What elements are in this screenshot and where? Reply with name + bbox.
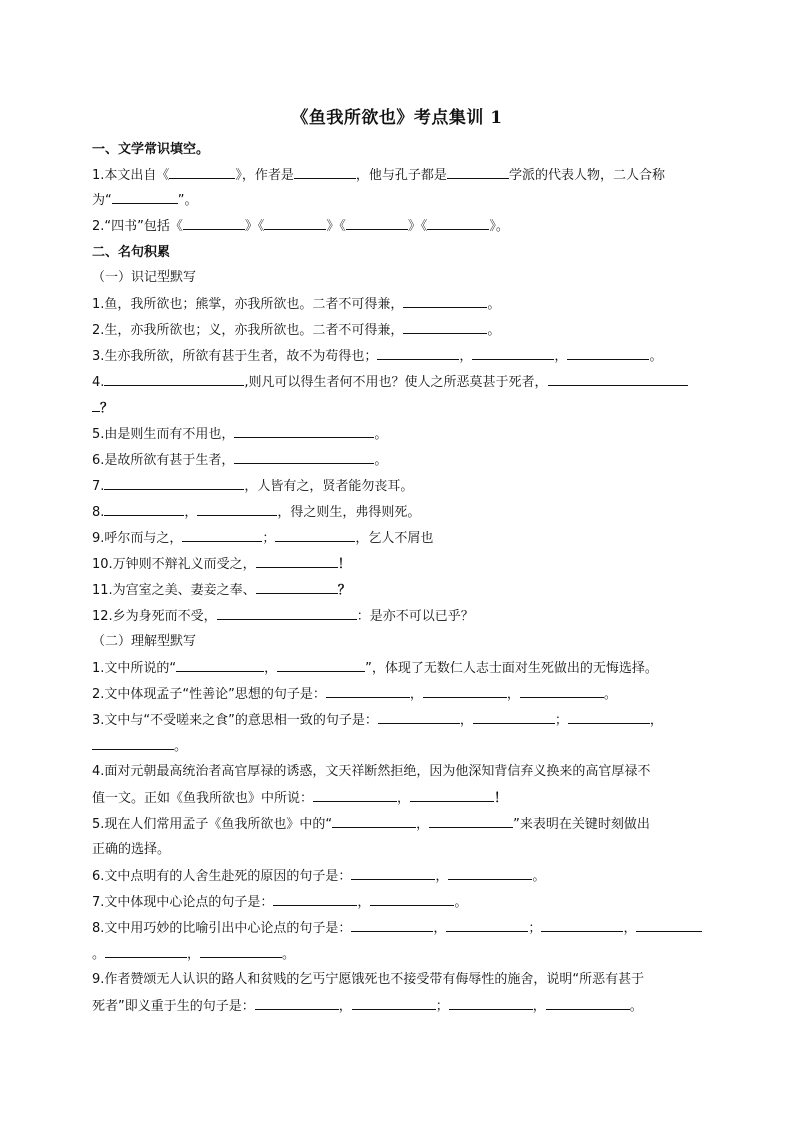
answer-blank[interactable] bbox=[112, 191, 178, 204]
question-line: 9.呼尔而与之， ； ，乞人不屑也 bbox=[92, 531, 434, 546]
question-line: 7. ，人皆有之，贤者能勿丧耳。 bbox=[92, 479, 414, 494]
answer-blank[interactable] bbox=[200, 945, 282, 958]
answer-blank[interactable] bbox=[351, 867, 435, 880]
answer-blank[interactable] bbox=[410, 789, 494, 802]
answer-blank[interactable] bbox=[429, 815, 513, 828]
answer-blank[interactable] bbox=[541, 919, 623, 932]
answer-blank[interactable] bbox=[104, 503, 184, 516]
answer-blank[interactable] bbox=[105, 945, 187, 958]
question-line: 。 ， 。 bbox=[92, 947, 296, 962]
answer-blank[interactable] bbox=[378, 711, 460, 724]
question-line: 正确的选择。 bbox=[92, 842, 171, 857]
answer-blank[interactable] bbox=[448, 867, 532, 880]
question-line: 为“ ”。 bbox=[92, 193, 198, 208]
answer-blank[interactable] bbox=[326, 685, 410, 698]
answer-blank[interactable] bbox=[403, 295, 487, 308]
question-line: 值一文。正如《鱼我所欲也》中所说： ， ！ bbox=[92, 791, 508, 806]
section-heading: 二、名句积累 bbox=[92, 245, 171, 260]
answer-blank[interactable] bbox=[351, 919, 433, 932]
answer-blank[interactable] bbox=[277, 659, 365, 672]
question-line: 。 bbox=[92, 737, 187, 755]
answer-blank[interactable] bbox=[234, 451, 374, 464]
answer-blank[interactable] bbox=[92, 737, 174, 750]
question-line: 6.是故所欲有甚于生者， 。 bbox=[92, 453, 388, 468]
question-line: 5.现在人们常用孟子《鱼我所欲也》中的“ ， ”来表明在关键时刻做出 bbox=[92, 817, 650, 832]
question-line: 12.乡为身死而不受， ：是亦不可以已乎？ bbox=[92, 609, 474, 624]
page-title: 《鱼我所欲也》考点集训 1 bbox=[291, 108, 503, 128]
answer-blank[interactable] bbox=[197, 503, 277, 516]
question-line: 1.本文出自《 》，作者是 ，他与孔子都是 学派的代表人物，二人合称 bbox=[92, 168, 665, 183]
answer-blank[interactable] bbox=[104, 373, 244, 386]
question-line: 4.面对元朝最高统治者高官厚禄的诱惑，文天祥断然拒绝，因为他深知背信弃义换来的高官厚禄不 bbox=[92, 764, 651, 779]
answer-blank[interactable] bbox=[182, 529, 262, 542]
answer-blank[interactable] bbox=[264, 217, 326, 230]
answer-blank[interactable] bbox=[294, 166, 356, 179]
answer-blank[interactable] bbox=[92, 399, 100, 412]
answer-blank[interactable] bbox=[255, 997, 339, 1010]
answer-blank[interactable] bbox=[256, 555, 338, 568]
question-line: 6.文中点明有的人舍生赴死的原因的句子是： ， 。 bbox=[92, 869, 546, 884]
question-line: ？ bbox=[92, 399, 113, 417]
answer-blank[interactable] bbox=[217, 607, 357, 620]
answer-blank[interactable] bbox=[636, 919, 702, 932]
answer-blank[interactable] bbox=[273, 893, 357, 906]
question-line: 8. ， ，得之则生，弗得则死。 bbox=[92, 505, 421, 520]
question-line: 2.生，亦我所欲也；义，亦我所欲也。二者不可得兼， 。 bbox=[92, 323, 501, 338]
answer-blank[interactable] bbox=[377, 347, 459, 360]
section-heading: 一、文学常识填空。 bbox=[92, 142, 210, 157]
answer-blank[interactable] bbox=[403, 321, 487, 334]
question-line: 3.文中与“不受嗟来之食”的意思相一致的句子是： ， ； ， bbox=[92, 713, 663, 728]
question-line: 5.由是则生而有不用也， 。 bbox=[92, 427, 388, 442]
answer-blank[interactable] bbox=[473, 711, 555, 724]
answer-blank[interactable] bbox=[548, 373, 688, 386]
question-line: 9.作者赞颂无人认识的路人和贫贱的乞丐宁愿饿死也不接受带有侮辱性的施舍，说明“所恶有甚于 bbox=[92, 972, 645, 987]
question-line: 8.文中用巧妙的比喻引出中心论点的句子是： ， ； ， bbox=[92, 919, 702, 937]
question-line: 死者”即义重于生的句子是： ， ； ， 。 bbox=[92, 999, 643, 1014]
question-line: 7.文中体现中心论点的句子是： ， 。 bbox=[92, 895, 468, 910]
answer-blank[interactable] bbox=[352, 997, 436, 1010]
answer-blank[interactable] bbox=[446, 919, 528, 932]
question-line: 3.生亦我所欲，所欲有甚于生者，故不为苟得也； ， ， 。 bbox=[92, 349, 663, 364]
answer-blank[interactable] bbox=[183, 217, 245, 230]
answer-blank[interactable] bbox=[427, 217, 489, 230]
subsection-heading: （二）理解型默写 bbox=[92, 634, 197, 649]
subsection-heading: （一）识记型默写 bbox=[92, 270, 197, 285]
answer-blank[interactable] bbox=[169, 166, 235, 179]
question-line: 1.文中所说的“ ， ”，体现了无数仁人志士面对生死做出的无悔选择。 bbox=[92, 661, 658, 676]
answer-blank[interactable] bbox=[449, 997, 533, 1010]
answer-blank[interactable] bbox=[520, 685, 604, 698]
answer-blank[interactable] bbox=[546, 997, 630, 1010]
question-line: 10.万钟则不辩礼义而受之， ！ bbox=[92, 557, 351, 572]
answer-blank[interactable] bbox=[447, 166, 509, 179]
question-line: 1.鱼，我所欲也；熊掌，亦我所欲也。二者不可得兼， 。 bbox=[92, 297, 501, 312]
answer-blank[interactable] bbox=[313, 789, 397, 802]
question-line: 11.为宫室之美、妻妾之奉、 ？ bbox=[92, 583, 351, 598]
answer-blank[interactable] bbox=[234, 425, 374, 438]
question-line: 2.“四书”包括《 》《 》《 》《 》。 bbox=[92, 219, 509, 234]
answer-blank[interactable] bbox=[256, 581, 338, 594]
answer-blank[interactable] bbox=[104, 477, 244, 490]
answer-blank[interactable] bbox=[472, 347, 554, 360]
question-line: 4. ,则凡可以得生者何不用也？使人之所恶莫甚于死者， bbox=[92, 373, 688, 391]
question-line: 2.文中体现孟子“性善论”思想的句子是： ， ， 。 bbox=[92, 687, 617, 702]
answer-blank[interactable] bbox=[423, 685, 507, 698]
answer-blank[interactable] bbox=[568, 711, 650, 724]
answer-blank[interactable] bbox=[567, 347, 649, 360]
answer-blank[interactable] bbox=[332, 815, 416, 828]
answer-blank[interactable] bbox=[275, 529, 355, 542]
answer-blank[interactable] bbox=[176, 659, 264, 672]
answer-blank[interactable] bbox=[346, 217, 408, 230]
answer-blank[interactable] bbox=[370, 893, 454, 906]
